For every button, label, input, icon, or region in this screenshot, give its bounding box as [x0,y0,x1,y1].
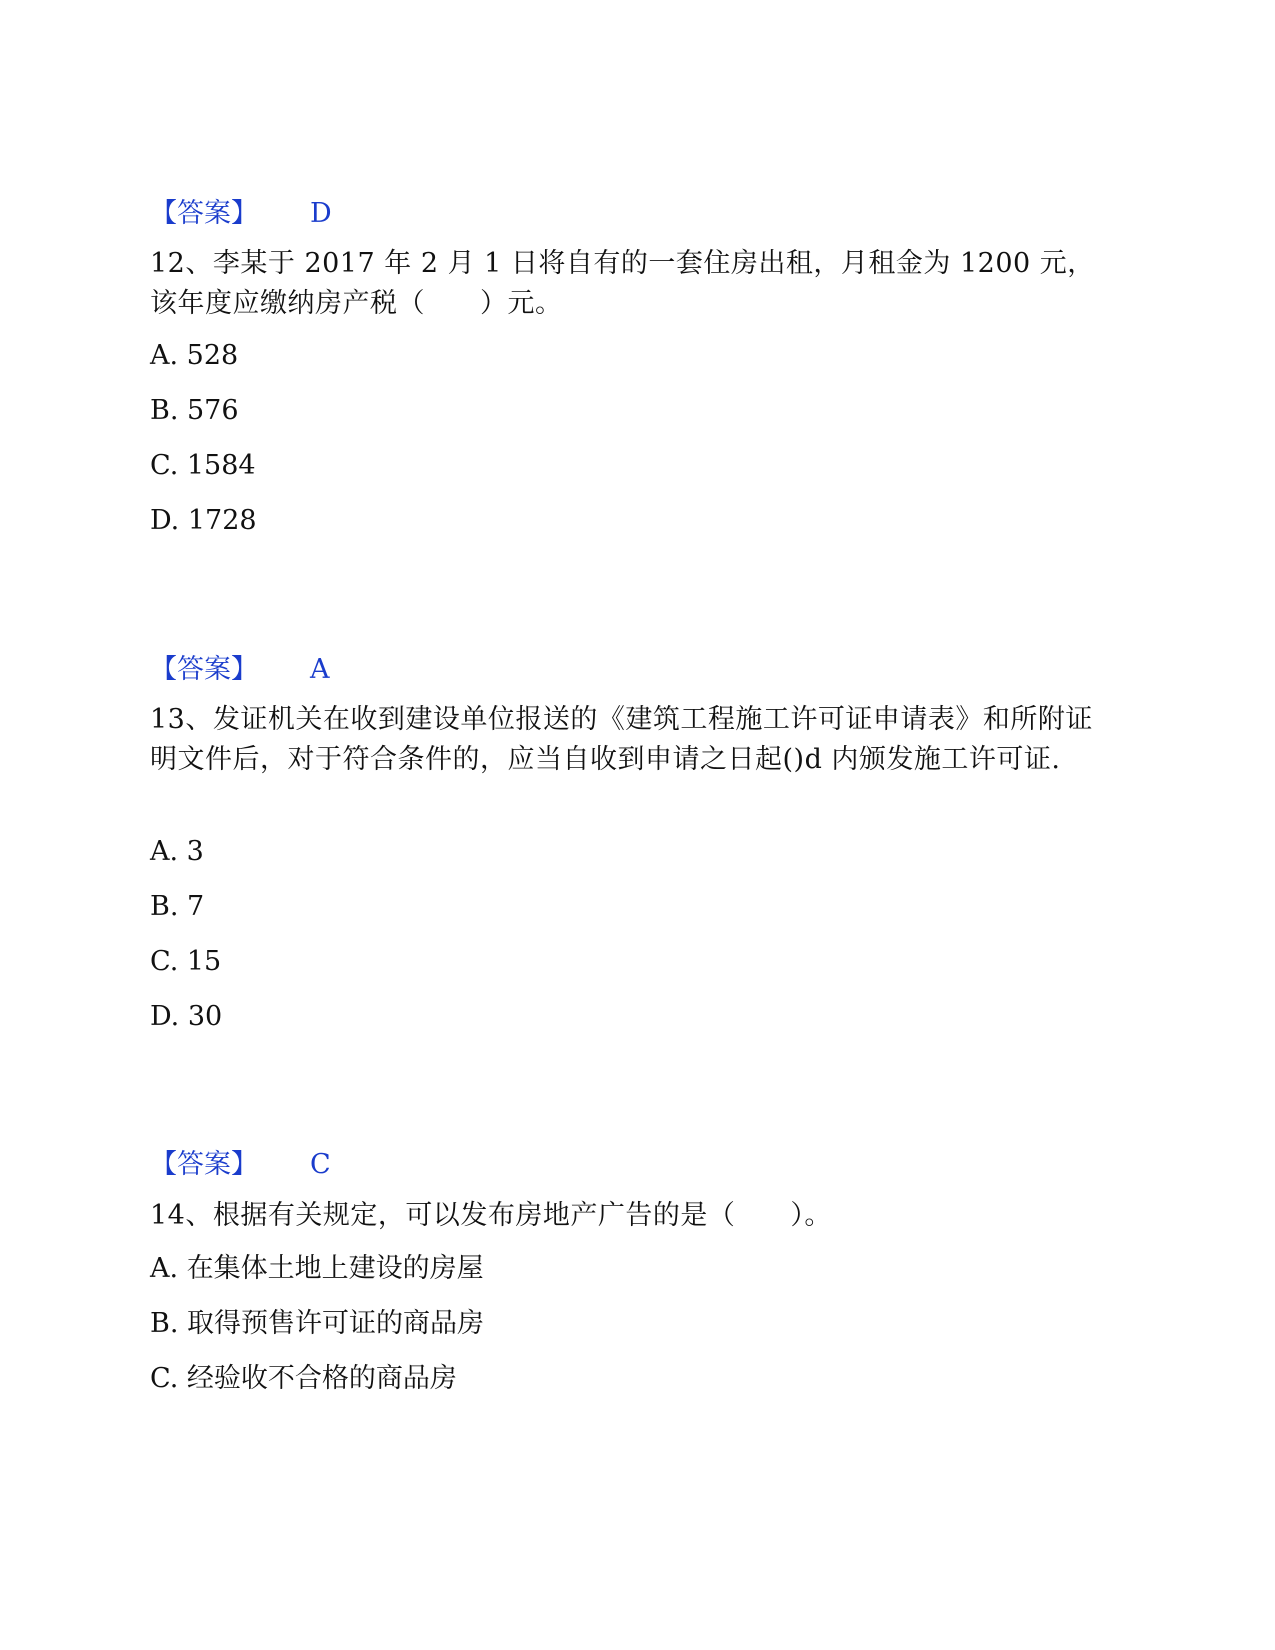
question-13-text: 13、发证机关在收到建设单位报送的《建筑工程施工许可证申请表》和所附证明文件后，对于符合条件的，应当自收到申请之日起()d 内颁发施工许可证. [150,704,1093,775]
question-13-option-c: C. 15 [150,946,222,977]
answer-label: 【答案】 [150,1149,258,1180]
question-14-option-c: C. 经验收不合格的商品房 [150,1363,457,1394]
question-12-option-a: A. 528 [150,340,239,371]
question-14-option-b: B. 取得预售许可证的商品房 [150,1308,485,1339]
answer-line [150,1147,331,1183]
question-13-option-a: A. 3 [150,836,204,867]
answer-label: 【答案】 [150,198,258,229]
question-12-option-c: C. 1584 [150,450,256,481]
answer-line [150,652,330,688]
answer-value: D [310,198,332,229]
question-12-option-d: D. 1728 [150,505,257,536]
question-13-option-d: D. 30 [150,1001,223,1032]
question-13-option-b: B. 7 [150,891,205,922]
question-14-option-a: A. 在集体土地上建设的房屋 [150,1253,484,1284]
answer-value: A [310,654,330,685]
question-14-text: 14、根据有关规定，可以发布房地产广告的是（ ）。 [150,1200,832,1231]
answer-label: 【答案】 [150,654,258,685]
answer-value: C [310,1149,331,1180]
question-12-option-b: B. 576 [150,395,239,426]
answer-line [150,196,332,232]
question-12-text: 12、李某于 2017 年 2 月 1 日将自有的一套住房出租，月租金为 1200 元，该年度应缴纳房产税（ ）元。 [150,248,1095,319]
